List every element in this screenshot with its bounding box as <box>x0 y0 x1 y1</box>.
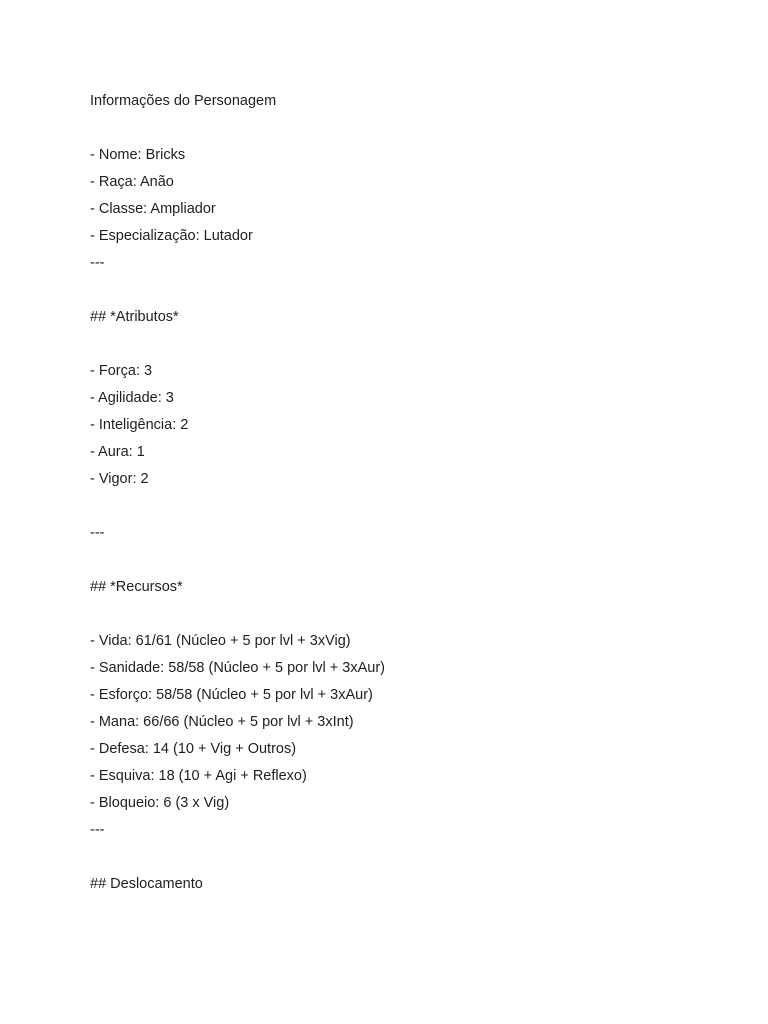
resource-sanity: - Sanidade: 58/58 (Núcleo + 5 por lvl + 3xAur) <box>90 660 385 676</box>
blank-line <box>90 844 710 871</box>
resource-block: - Bloqueio: 6 (3 x Vig) <box>90 795 230 811</box>
character-info-name: - Nome: Bricks <box>90 147 186 163</box>
blank-line <box>90 115 710 142</box>
separator: --- <box>90 525 105 541</box>
attributes-list <box>90 358 710 493</box>
attribute-vigor: - Vigor: 2 <box>90 471 149 487</box>
resource-effort: - Esforço: 58/58 (Núcleo + 5 por lvl + 3xAur) <box>90 687 373 703</box>
resource-defense: - Defesa: 14 (10 + Vig + Outros) <box>90 741 297 757</box>
attribute-aura: - Aura: 1 <box>90 444 145 460</box>
attributes-heading: ## *Atributos* <box>90 309 179 325</box>
blank-line <box>90 601 710 628</box>
separator: --- <box>90 822 105 838</box>
character-info-list <box>90 142 710 250</box>
resource-dodge: - Esquiva: 18 (10 + Agi + Reflexo) <box>90 768 307 784</box>
attribute-strength: - Força: 3 <box>90 363 153 379</box>
resources-heading: ## *Recursos* <box>90 579 183 595</box>
blank-line <box>90 277 710 304</box>
blank-line <box>90 331 710 358</box>
attribute-intelligence: - Inteligência: 2 <box>90 417 189 433</box>
character-info-race: - Raça: Anão <box>90 174 174 190</box>
character-info-class: - Classe: Ampliador <box>90 201 216 217</box>
resource-life: - Vida: 61/61 (Núcleo + 5 por lvl + 3xVig) <box>90 633 351 649</box>
resources-list <box>90 628 710 817</box>
blank-line <box>90 547 710 574</box>
character-info-specialization: - Especialização: Lutador <box>90 228 253 244</box>
blank-line <box>90 493 710 520</box>
movement-heading: ## Deslocamento <box>90 876 203 892</box>
document-page <box>90 88 710 898</box>
resource-mana: - Mana: 66/66 (Núcleo + 5 por lvl + 3xInt) <box>90 714 354 730</box>
document-title: Informações do Personagem <box>90 93 277 109</box>
separator: --- <box>90 255 105 271</box>
attribute-agility: - Agilidade: 3 <box>90 390 174 406</box>
